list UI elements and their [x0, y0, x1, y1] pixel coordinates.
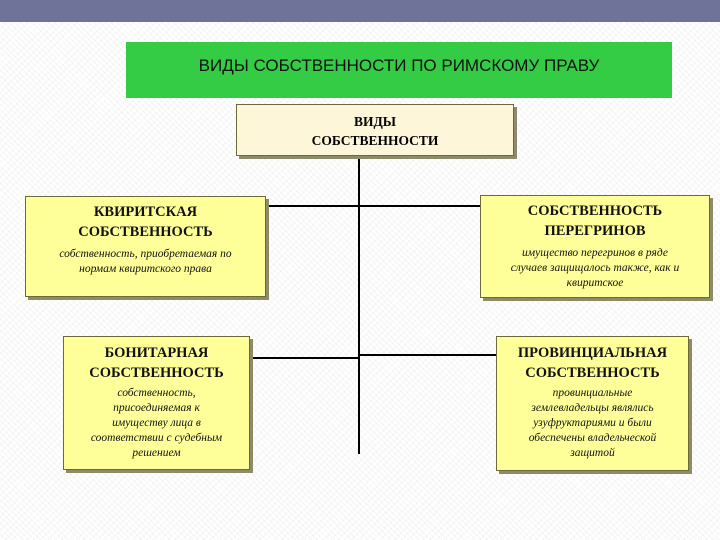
- connector-top-right: [358, 205, 480, 207]
- node-bonitary-desc-2: присоединяемая к: [113, 402, 200, 414]
- node-provincial-heading-2: СОБСТВЕННОСТЬ: [525, 365, 660, 381]
- root-line-1: ВИДЫ: [353, 114, 397, 129]
- node-quiritary: [25, 196, 266, 297]
- connector-trunk: [358, 156, 360, 454]
- connector-top-left: [266, 205, 358, 207]
- node-peregrine-heading-1: СОБСТВЕННОСТЬ: [527, 203, 663, 219]
- node-bonitary-desc-1: собственность,: [117, 387, 196, 399]
- root-line-2: СОБСТВЕННОСТИ: [311, 133, 439, 148]
- node-bonitary-desc-5: решением: [132, 447, 181, 459]
- slide-title-text: ВИДЫ СОБСТВЕННОСТИ ПО РИМСКОМУ ПРАВУ: [198, 56, 600, 75]
- node-peregrine: [480, 195, 710, 298]
- node-provincial-desc-5: защитой: [570, 447, 615, 459]
- node-quiritary-heading-2: СОБСТВЕННОСТЬ: [78, 224, 213, 240]
- connector-mid-left: [250, 357, 358, 359]
- node-provincial-desc-4: обеспечены владельческой: [528, 432, 657, 444]
- node-provincial-desc-1: провинциальные: [552, 387, 633, 399]
- node-provincial-heading-1: ПРОВИНЦИАЛЬНАЯ: [517, 345, 668, 361]
- node-bonitary-desc-3: имуществу лица в: [112, 417, 201, 429]
- node-peregrine-desc-3: квиритское: [566, 277, 624, 289]
- top-band: [0, 0, 720, 22]
- node-peregrine-desc-2: случаев защищалось также, как и: [510, 262, 680, 274]
- node-quiritary-desc-1: собственность, приобретаемая по: [59, 248, 232, 260]
- node-provincial-desc-3: узуфруктариями и были: [533, 417, 652, 429]
- node-provincial-desc-2: землевладельцы являлись: [531, 402, 654, 414]
- node-bonitary-heading-1: БОНИТАРНАЯ: [104, 345, 209, 361]
- node-bonitary-heading-2: СОБСТВЕННОСТЬ: [89, 365, 224, 381]
- root-node: [236, 104, 514, 156]
- node-bonitary-desc-4: соответствии с судебным: [90, 432, 223, 444]
- node-peregrine-heading-2: ПЕРЕГРИНОВ: [544, 223, 646, 239]
- node-bonitary: [63, 336, 250, 470]
- node-provincial: [496, 336, 689, 471]
- node-peregrine-desc-1: имущество перегринов в ряде: [522, 247, 668, 259]
- node-quiritary-heading-1: КВИРИТСКАЯ: [93, 204, 198, 220]
- connector-mid-right: [358, 354, 496, 356]
- slide-title: [126, 42, 672, 98]
- node-quiritary-desc-2: нормам квиритского права: [79, 263, 212, 275]
